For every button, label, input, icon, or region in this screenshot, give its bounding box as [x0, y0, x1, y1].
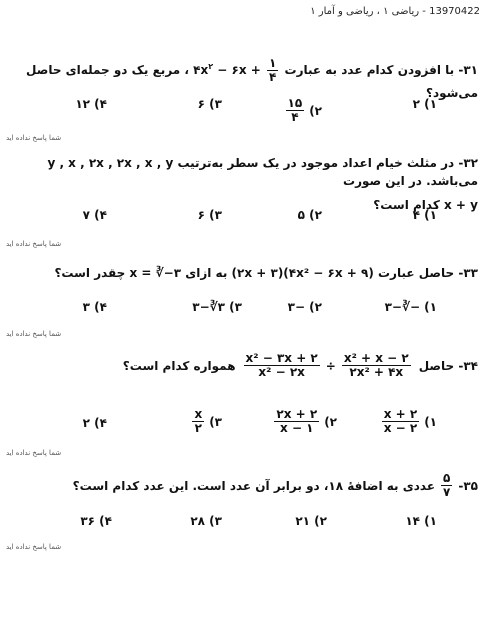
q35-option-2[interactable]: ۲) ۲۱	[295, 514, 327, 528]
q33-option-4[interactable]: ۴) ۳	[82, 300, 107, 314]
q34-prefix: ۳۴- حاصل	[418, 358, 478, 373]
q34-option-2[interactable]: ۲) $\frac{۲x + ۲}{x - ۱}$	[276, 407, 337, 435]
q31-options	[0, 96, 492, 124]
q35-suffix: عددی به اضافهٔ ۱۸، دو برابر آن عدد است. این عدد کدام است؟	[72, 478, 436, 493]
q32-option-1[interactable]: ۱) ۴	[412, 208, 437, 222]
not-answered-label: شما پاسخ نداده اید	[6, 330, 62, 338]
not-answered-label: شما پاسخ نداده اید	[6, 543, 62, 551]
q35-option-4[interactable]: ۴) ۳۶	[80, 514, 112, 528]
q31-option-2[interactable]: ۲) $\frac{۱۵}{۴}$	[287, 96, 322, 124]
q33-options	[0, 300, 492, 324]
not-answered-label: شما پاسخ نداده اید	[6, 134, 62, 142]
q31-option-3[interactable]: ۳) ۶	[197, 97, 222, 111]
q31-option-1[interactable]: ۱) ۲	[412, 97, 437, 111]
q32-option-2[interactable]: ۲) ۵	[297, 208, 322, 222]
q35-options	[0, 514, 492, 538]
q32-line2: x + y کدام است؟	[373, 198, 478, 212]
q34-options	[0, 408, 492, 442]
q32-options	[0, 208, 492, 232]
question-34	[6, 352, 478, 379]
q32-line1: ۳۲- در مثلث خیام اعداد موجود در یک سطر به‌ترتیب y , x , ۲x , ۲x , x , y می‌باشد. در این صورت	[47, 156, 478, 188]
q34-option-3[interactable]: ۳) $\frac{x}{۲}$	[194, 407, 222, 435]
q32-option-4[interactable]: ۴) ۷	[82, 208, 107, 222]
not-answered-label: شما پاسخ نداده اید	[6, 449, 62, 457]
q34-option-1[interactable]: ۱) $\frac{x + ۲}{x - ۲}$	[383, 407, 437, 435]
not-answered-label: شما پاسخ نداده اید	[6, 240, 62, 248]
q34-suffix: همواره کدام است؟	[122, 358, 236, 373]
q35-option-3[interactable]: ۳) ۲۸	[190, 514, 222, 528]
exam-header: 13970422 - ریاضی ۱ ، ریاضی و آمار ۱	[310, 6, 480, 17]
q33-option-3[interactable]: ۳) ۳∛−۳	[192, 300, 242, 314]
question-32	[6, 154, 478, 214]
q31-prefix: ۳۱- با افزودن کدام عدد به عبارت	[284, 63, 478, 77]
q34-expression: $\frac{\text{x² − ۳x + ۲}}{\text{x² − ۲x}}$ ÷ $\frac{\text{x² + x − ۲}}{\text{۲x² + ۴x}}$	[245, 351, 409, 379]
q35-option-1[interactable]: ۱) ۱۴	[405, 514, 437, 528]
q33-option-2[interactable]: ۲) −۳	[287, 300, 322, 314]
q34-option-4[interactable]: ۴) ۲	[82, 416, 107, 430]
question-31	[6, 57, 478, 102]
q31-expression: $۴x^۲$ − ۶x + $\frac{۱}{۴}$	[193, 56, 277, 84]
q31-option-4[interactable]: ۴) ۱۲	[75, 97, 107, 111]
q35-prefix: ۳۵-	[458, 478, 478, 493]
question-33: ۳۳- حاصل عبارت (۴x² − ۶x + ۹)(۲x + ۳) به ازای x = ∛−۳ چقدر است؟	[54, 266, 478, 280]
q31-suffix: ، مربع یک دو جمله‌ای حاصل می‌شود؟	[26, 63, 478, 100]
q32-option-3[interactable]: ۳) ۶	[197, 208, 222, 222]
question-35: ۳۵- $\frac{۵}{۷}$ عددی به اضافهٔ ۱۸، دو برابر آن عدد است. این عدد کدام است؟	[72, 471, 478, 499]
q33-option-1[interactable]: ۱) −∛−۳	[384, 300, 437, 314]
